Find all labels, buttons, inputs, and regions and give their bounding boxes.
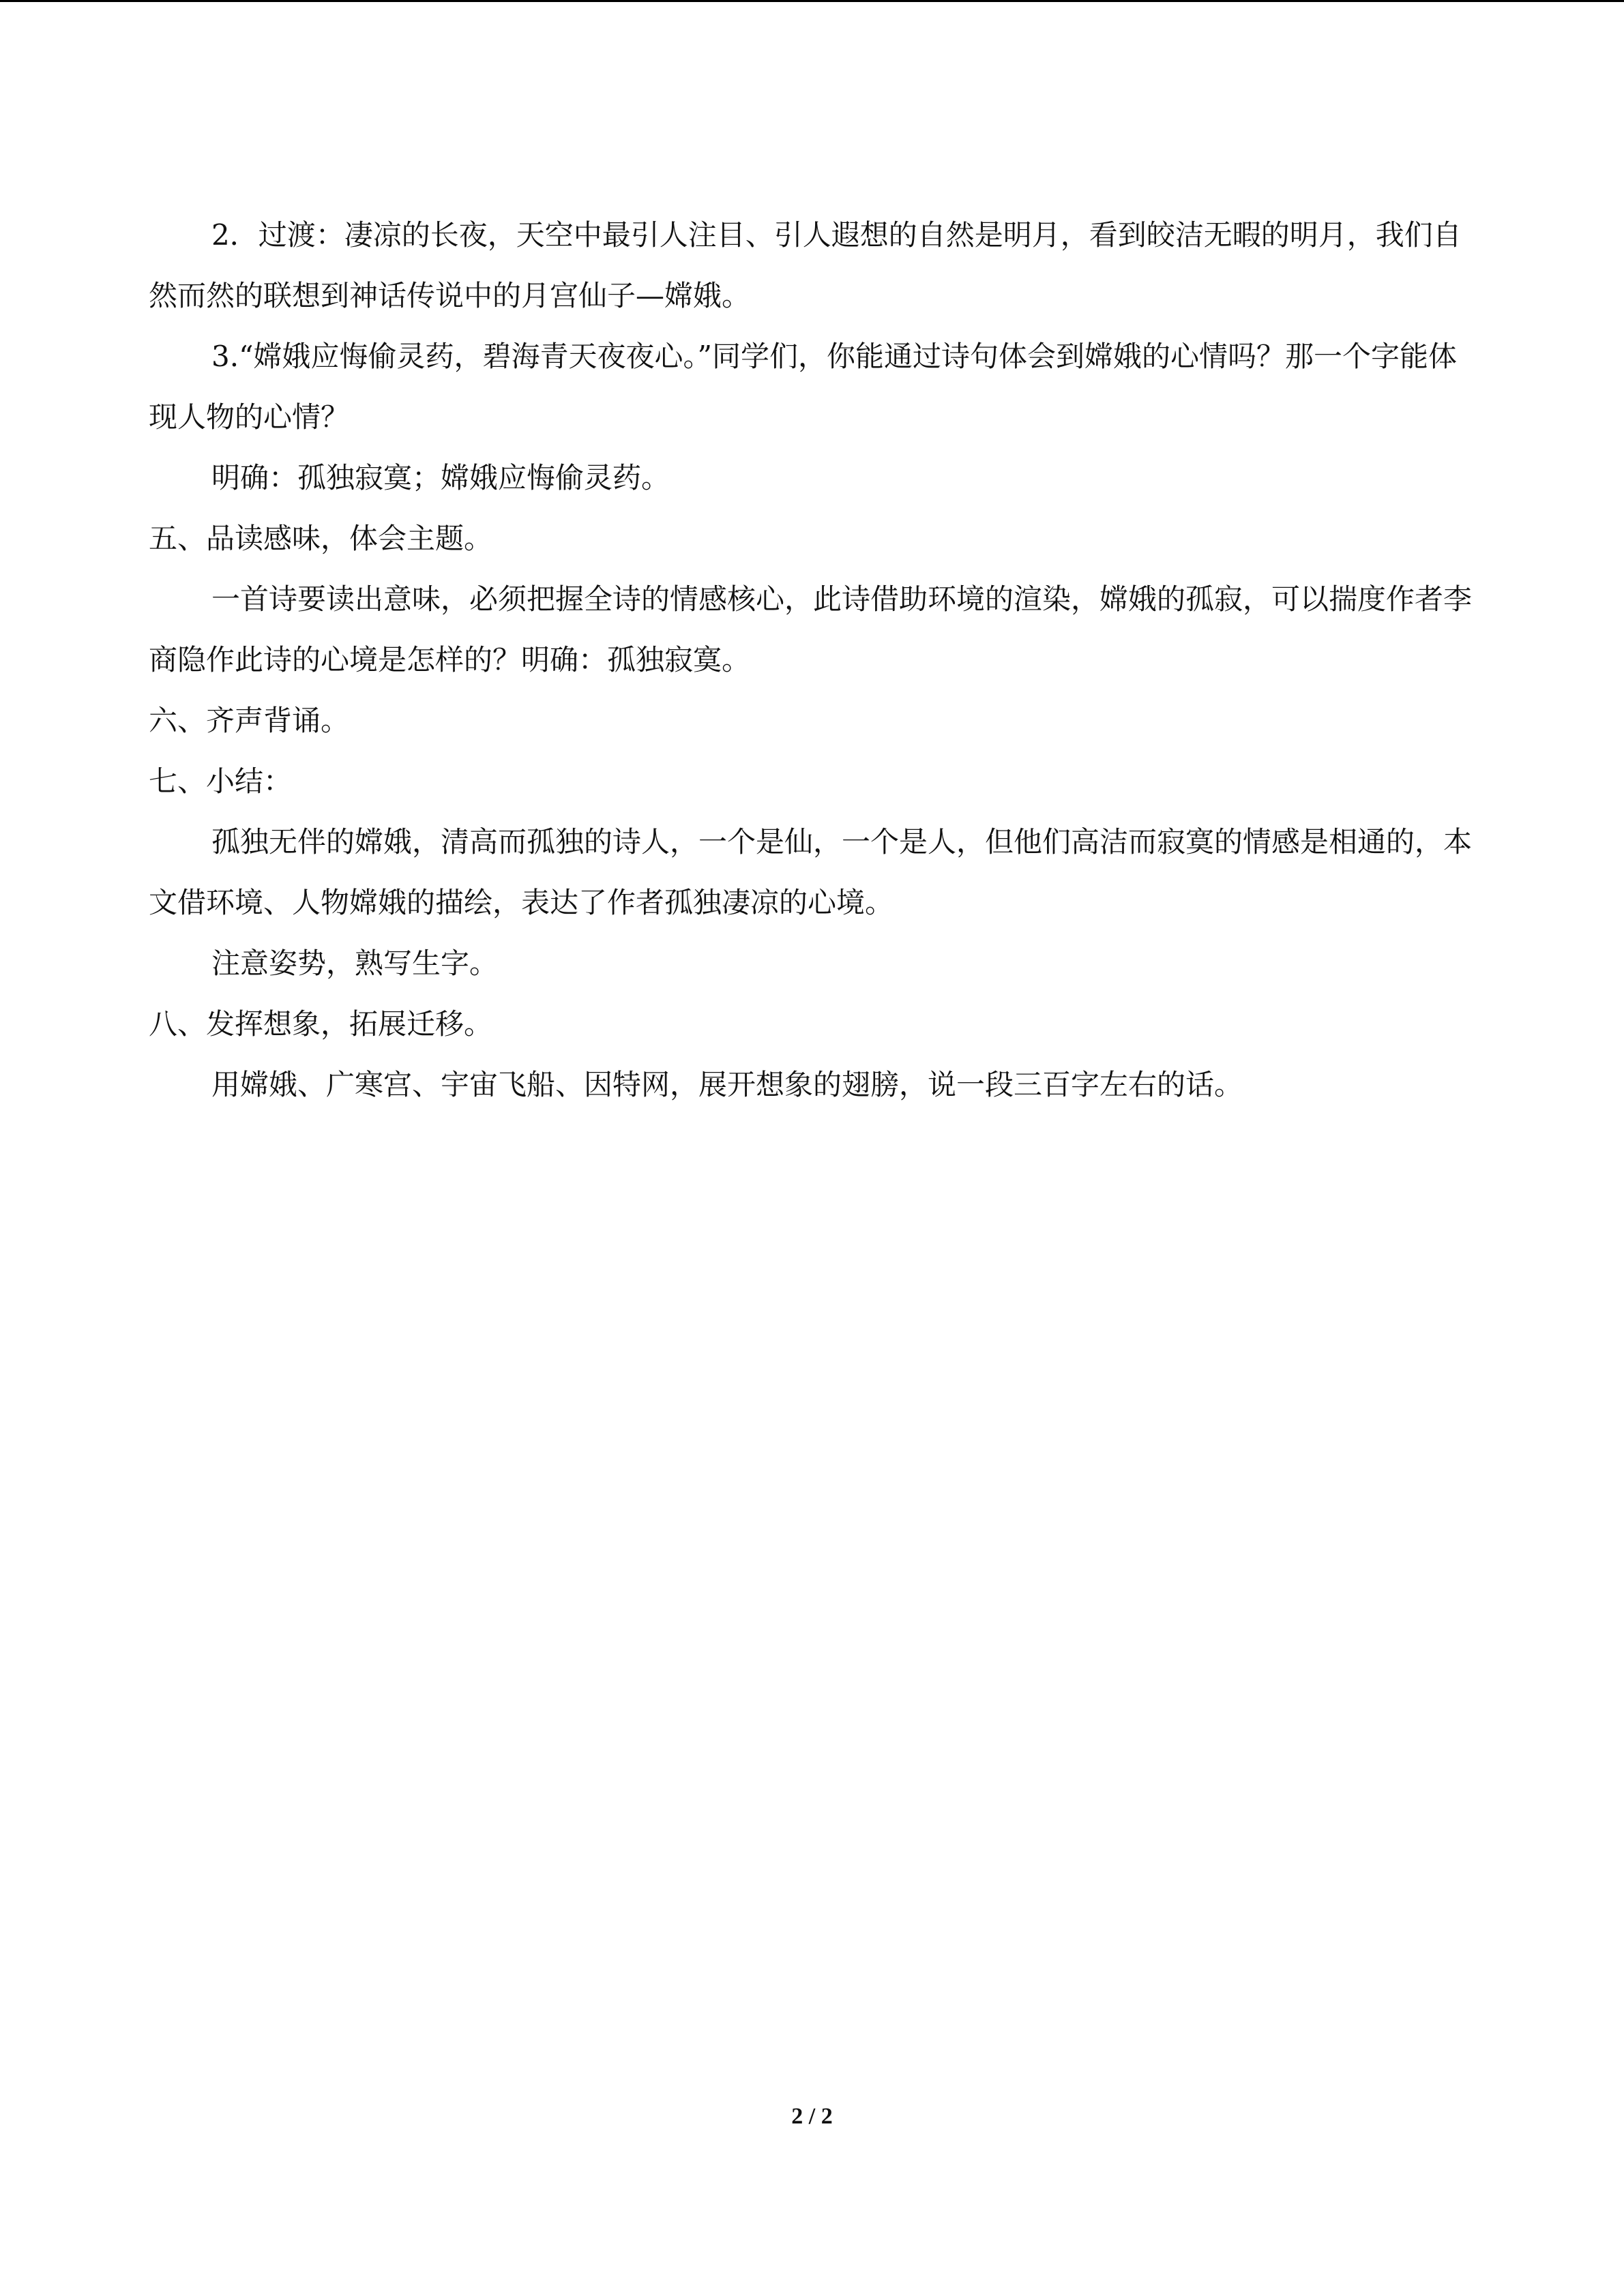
- paragraph-writing-note: 注意姿势，熟写生字。: [211, 946, 499, 980]
- section-heading-8: 八、发挥想象，拓展迁移。: [149, 1007, 493, 1041]
- paragraph-summary: 孤独无伴的嫦娥，清高而孤独的诗人，一个是仙，一个是人，但他们高洁而寂寞的情感是相通的，本文借环境、人物嫦娥的描绘，表达了作者孤独凄凉的心境。: [149, 825, 1473, 919]
- section-heading-6: 六、齐声背诵。: [149, 704, 350, 737]
- paragraph-answer: 明确：孤独寂寞；嫦娥应悔偷灵药。: [211, 461, 670, 494]
- paragraph-poem-question: 3.“嫦娥应悔偷灵药，碧海青天夜夜心。”同学们，你能通过诗句体会到嫦娥的心情吗？那一个字能体现人物的心情？: [149, 340, 1458, 434]
- paragraph-transition: 2．过渡：凄凉的长夜，天空中最引人注目、引人遐想的自然是明月，看到皎洁无暇的明月，我们自然而然的联想到神话传说中的月宫仙子—嫦娥。: [149, 218, 1462, 312]
- section-heading-7: 七、小结：: [149, 764, 293, 798]
- paragraph-theme: 一首诗要读出意味，必须把握全诗的情感核心，此诗借助环境的渲染，嫦娥的孤寂，可以揣度作者李商隐作此诗的心境是怎样的？明确：孤独寂寞。: [149, 582, 1473, 676]
- page-number: 2 / 2: [791, 2104, 833, 2129]
- document-body: [149, 205, 1475, 1115]
- section-heading-5: 五、品读感味，体会主题。: [149, 522, 493, 555]
- top-border-line: [0, 0, 1624, 2]
- paragraph-imagination-task: 用嫦娥、广寒宫、宇宙飞船、因特网，展开想象的翅膀，说一段三百字左右的话。: [211, 1068, 1243, 1101]
